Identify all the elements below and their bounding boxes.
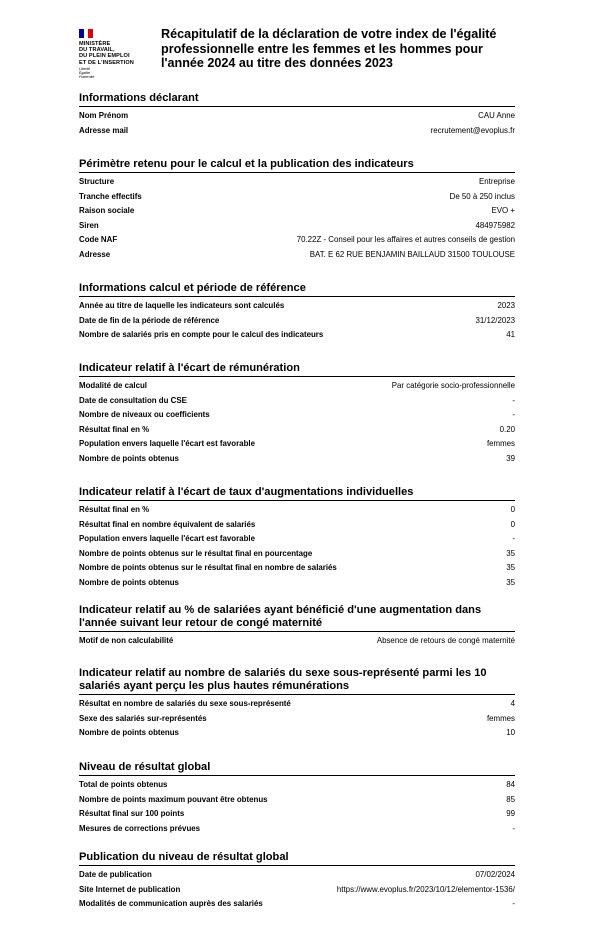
field-row	[79, 454, 515, 469]
field-value: Absence de retours de congé maternité	[376, 636, 515, 645]
field-label: Nombre de points obtenus	[79, 728, 179, 738]
field-value: 31/12/2023	[475, 315, 515, 325]
field-value: 2023	[497, 301, 515, 310]
field-label: Nombre de points obtenus sur le résultat final en pourcentage	[79, 548, 313, 558]
field-value: -	[512, 410, 515, 420]
field-label: Année au titre de laquelle les indicateurs sont calculés	[79, 301, 285, 310]
field-row	[79, 520, 515, 535]
field-row	[79, 126, 515, 141]
section-title: Informations déclarant	[79, 92, 515, 107]
field-row	[79, 192, 515, 207]
field-value: 0	[510, 519, 515, 529]
field-value: 35	[506, 563, 515, 573]
logo-line: DU PLEIN EMPLOI	[79, 53, 130, 60]
field-value: 35	[506, 548, 515, 558]
field-row	[79, 396, 515, 411]
document-header	[79, 27, 539, 77]
field-value: 70.22Z - Conseil pour les affaires et autres conseils de gestion	[296, 235, 515, 245]
section	[79, 486, 515, 593]
section-title: Informations calcul et période de référence	[79, 282, 515, 297]
field-label: Date de consultation du CSE	[79, 395, 187, 405]
field-label: Résultat final en %	[79, 424, 150, 434]
field-value: 10	[506, 728, 515, 738]
section-title: Indicateur relatif au % de salariées ayant bénéficié d'une augmentation dans l'année suivant leur retour de congé maternité	[79, 604, 515, 632]
field-row	[79, 177, 515, 192]
field-value: 0	[510, 505, 515, 514]
field-row	[79, 111, 515, 126]
field-row	[79, 425, 515, 440]
field-value: 4	[510, 699, 515, 708]
section	[79, 362, 515, 469]
logo-line: MINISTÈRE	[79, 41, 111, 47]
section	[79, 761, 515, 838]
field-row	[79, 316, 515, 331]
field-row	[79, 899, 515, 914]
section-title: Indicateur relatif à l'écart de taux d'augmentations individuelles	[79, 486, 515, 501]
field-value: CAU Anne	[478, 111, 515, 120]
field-value: recrutement@evoplus.fr	[430, 125, 515, 135]
section-title: Périmètre retenu pour le calcul et la publication des indicateurs	[79, 158, 515, 173]
logo-line: ET DE L'INSERTION	[79, 59, 134, 66]
field-value: 07/02/2024	[475, 870, 515, 879]
field-label: Nom Prénom	[79, 111, 129, 120]
field-value: 39	[506, 453, 515, 463]
field-label: Structure	[79, 177, 115, 186]
field-label: Raison sociale	[79, 206, 135, 216]
logo-line: DU TRAVAIL,	[79, 47, 115, 54]
section	[79, 604, 515, 651]
field-value: Par catégorie socio-professionnelle	[391, 381, 515, 390]
field-row	[79, 728, 515, 743]
field-label: Résultat en nombre de salariés du sexe sous-représenté	[79, 699, 291, 708]
field-label: Résultat final en %	[79, 505, 150, 514]
field-label: Adresse mail	[79, 125, 129, 135]
section	[79, 282, 515, 345]
field-row	[79, 780, 515, 795]
field-row	[79, 235, 515, 250]
field-label: Siren	[79, 220, 99, 230]
field-label: Nombre de points obtenus	[79, 453, 179, 463]
section	[79, 667, 515, 743]
field-value: -	[512, 823, 515, 833]
field-label: Sexe des salariés sur-représentés	[79, 713, 207, 723]
field-value: femmes	[486, 713, 515, 723]
section	[79, 158, 515, 265]
field-row	[79, 301, 515, 316]
field-label: Motif de non calculabilité	[79, 636, 174, 645]
field-value: -	[512, 899, 515, 909]
french-flag-icon	[79, 29, 93, 38]
logo-devise: Liberté Égalité Fraternité	[79, 66, 95, 79]
field-label: Nombre de niveaux ou coefficients	[79, 410, 210, 420]
field-value: 484975982	[475, 220, 515, 230]
field-label: Total de points obtenus	[79, 780, 168, 789]
ministry-logo	[79, 27, 151, 87]
field-value: De 50 à 250 inclus	[449, 191, 515, 201]
field-row	[79, 714, 515, 729]
field-value: -	[512, 534, 515, 544]
field-row	[79, 885, 515, 900]
field-row	[79, 563, 515, 578]
field-row	[79, 534, 515, 549]
field-label: Date de publication	[79, 870, 152, 879]
field-label: Nombre de points obtenus sur le résultat final en nombre de salariés	[79, 563, 337, 573]
field-value: -	[512, 395, 515, 405]
field-row	[79, 410, 515, 425]
field-value: https://www.evoplus.fr/2023/10/12/elementor-1536/	[336, 884, 515, 894]
field-row	[79, 439, 515, 454]
field-value: femmes	[486, 439, 515, 449]
field-row	[79, 809, 515, 824]
field-label: Population envers laquelle l'écart est favorable	[79, 534, 255, 544]
field-label: Site Internet de publication	[79, 884, 181, 894]
field-row	[79, 221, 515, 236]
field-value: 0.20	[499, 424, 515, 434]
field-label: Adresse	[79, 249, 111, 259]
field-value: BAT. E 62 RUE BENJAMIN BAILLAUD 31500 TOULOUSE	[309, 249, 515, 259]
field-row	[79, 824, 515, 839]
field-row	[79, 330, 515, 345]
field-label: Nombre de salariés pris en compte pour le calcul des indicateurs	[79, 330, 324, 340]
field-value: 84	[506, 780, 515, 789]
field-value: 85	[506, 794, 515, 804]
field-row	[79, 206, 515, 221]
field-value: 35	[506, 577, 515, 587]
field-label: Code NAF	[79, 235, 118, 245]
field-label: Nombre de points maximum pouvant être obtenus	[79, 794, 268, 804]
section-title: Publication du niveau de résultat global	[79, 851, 515, 866]
field-value: Entreprise	[479, 177, 515, 186]
section	[79, 92, 515, 140]
field-label: Date de fin de la période de référence	[79, 315, 220, 325]
field-label: Population envers laquelle l'écart est favorable	[79, 439, 255, 449]
field-label: Nombre de points obtenus	[79, 577, 179, 587]
field-row	[79, 795, 515, 810]
section-title: Indicateur relatif à l'écart de rémunération	[79, 362, 515, 377]
field-value: 41	[506, 330, 515, 340]
field-label: Tranche effectifs	[79, 191, 142, 201]
section-title: Indicateur relatif au nombre de salariés du sexe sous-représenté parmi les 10 salariés ayant perçu les plus hautes rémunérations	[79, 667, 515, 695]
field-row	[79, 699, 515, 714]
field-label: Mesures de corrections prévues	[79, 823, 201, 833]
field-row	[79, 636, 515, 651]
field-row	[79, 549, 515, 564]
field-row	[79, 250, 515, 265]
field-row	[79, 870, 515, 885]
field-row	[79, 505, 515, 520]
field-label: Résultat final sur 100 points	[79, 809, 185, 819]
field-label: Modalités de communication auprès des salariés	[79, 899, 263, 909]
section	[79, 851, 515, 914]
section-title: Niveau de résultat global	[79, 761, 515, 776]
field-label: Résultat final en nombre équivalent de salariés	[79, 519, 256, 529]
document-title: Récapitulatif de la déclaration de votre index de l'égalité professionnelle entre les femmes et les hommes pour l'année 2024 au titre des données 2023	[161, 27, 497, 70]
field-label: Modalité de calcul	[79, 381, 147, 390]
field-row	[79, 578, 515, 593]
field-value: EVO +	[491, 206, 515, 216]
field-row	[79, 381, 515, 396]
field-value: 99	[506, 809, 515, 819]
